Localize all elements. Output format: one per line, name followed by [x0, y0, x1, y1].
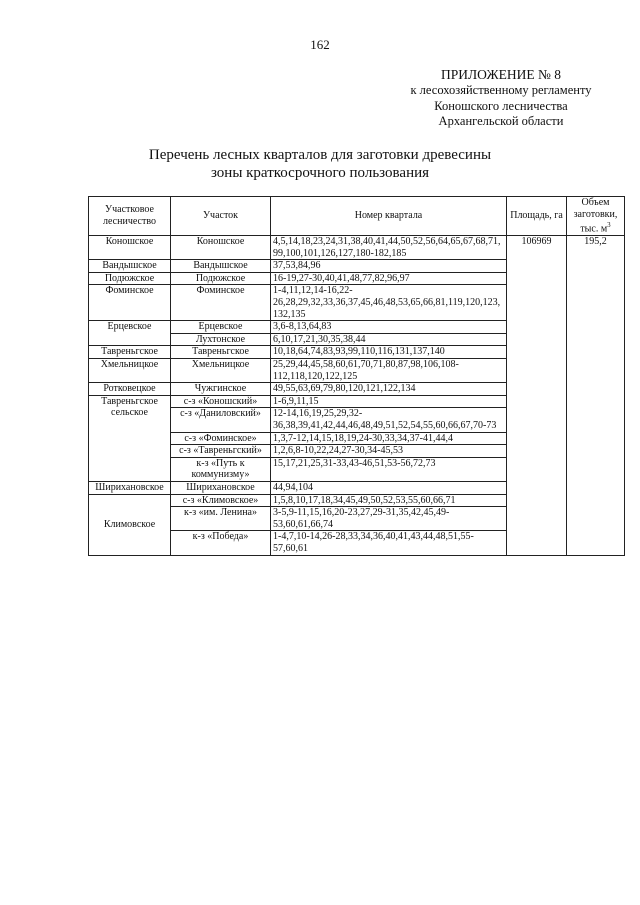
cell-quarters: 44,94,104 [271, 481, 507, 494]
cell-forestry: Подюжское [89, 272, 171, 285]
header-area: Площадь, га [507, 197, 567, 236]
cell-section: Вандышское [171, 260, 271, 273]
cell-forestry: Хмельницкое [89, 359, 171, 383]
header-volume-sup: 3 [607, 221, 611, 230]
cell-quarters: 1-4,11,12,14-16,22-26,28,29,32,33,36,37,45,46,48,53,65,66,81,119,120,123,132,135 [271, 285, 507, 321]
cell-section: Ерцевское [171, 321, 271, 334]
cell-section: к-з «Победа» [171, 531, 271, 555]
cell-section: с-з «Даниловский» [171, 408, 271, 432]
cell-forestry: Ротковецкое [89, 383, 171, 396]
page-number: 162 [310, 37, 330, 52]
cell-forestry: Вандышское [89, 260, 171, 273]
header-section: Участок [171, 197, 271, 236]
cell-quarters: 1,3,7-12,14,15,18,19,24-30,33,34,37-41,44,4 [271, 432, 507, 445]
document-title-line-1: Перечень лесных кварталов для заготовки древесины [148, 147, 492, 163]
cell-quarters: 10,18,64,74,83,93,99,110,116,131,137,140 [271, 346, 507, 359]
quarters-table [88, 196, 625, 556]
cell-section: Ширихановское [171, 481, 271, 494]
cell-section: Лухтонское [171, 333, 271, 346]
cell-quarters: 4,5,14,18,23,24,31,38,40,41,44,50,52,56,64,65,67,68,71,99,100,101,126,127,180-182,185 [271, 236, 507, 260]
cell-quarters: 3-5,9-11,15,16,20-23,27,29-31,35,42,45,49-53,60,61,66,74 [271, 507, 507, 531]
table-row [89, 236, 625, 260]
cell-forestry: Климовское [89, 494, 171, 555]
cell-forestry: Ерцевское [89, 321, 171, 346]
cell-section: Хмельницкое [171, 359, 271, 383]
cell-section: с-з «Климовское» [171, 494, 271, 507]
cell-section: Фоминское [171, 285, 271, 321]
cell-forestry: Тавреньгское сельское [89, 395, 171, 481]
cell-quarters: 12-14,16,19,25,29,32-36,38,39,41,42,44,46,48,49,51,52,54,55,60,66,67,70-73 [271, 408, 507, 432]
appendix-header [392, 67, 610, 130]
cell-section: с-з «Фоминское» [171, 432, 271, 445]
cell-section: к-з «им. Ленина» [171, 507, 271, 531]
cell-forestry: Фоминское [89, 285, 171, 321]
cell-section: Тавреньгское [171, 346, 271, 359]
header-forestry: Участковое лесничество [89, 197, 171, 236]
cell-quarters: 49,55,63,69,79,80,120,121,122,134 [271, 383, 507, 396]
header-volume-text: Объем заготовки, тыс. м [573, 197, 618, 235]
cell-section: Чужгинское [171, 383, 271, 396]
appendix-line-3: Архангельской области [438, 114, 564, 128]
cell-quarters: 6,10,17,21,30,35,38,44 [271, 333, 507, 346]
cell-quarters: 15,17,21,25,31-33,43-46,51,53-56,72,73 [271, 457, 507, 481]
cell-volume: 195,2 [567, 236, 625, 555]
cell-section: с-з «Коношский» [171, 395, 271, 408]
header-quarter-number: Номер квартала [271, 197, 507, 236]
document-title [0, 146, 640, 182]
cell-quarters: 25,29,44,45,58,60,61,70,71,80,87,98,106,108-112,118,120,122,125 [271, 359, 507, 383]
cell-quarters: 3,6-8,13,64,83 [271, 321, 507, 334]
cell-quarters: 1-4,7,10-14,26-28,33,34,36,40,41,43,44,48,51,55-57,60,61 [271, 531, 507, 555]
cell-section: к-з «Путь к коммунизму» [171, 457, 271, 481]
cell-quarters: 37,53,84,96 [271, 260, 507, 273]
header-volume [567, 197, 625, 236]
appendix-line-2: Коношского лесничества [434, 98, 568, 113]
document-title-line-2: зоны краткосрочного пользования [210, 165, 430, 181]
appendix-title: ПРИЛОЖЕНИЕ № 8 [440, 67, 562, 82]
cell-section: с-з «Тавреньгский» [171, 445, 271, 458]
cell-area: 106969 [507, 236, 567, 555]
cell-section: Коношское [171, 236, 271, 260]
table-header-row [89, 197, 625, 236]
cell-forestry: Коношское [89, 236, 171, 260]
cell-quarters: 1,5,8,10,17,18,34,45,49,50,52,53,55,60,66,71 [271, 494, 507, 507]
cell-section: Подюжское [171, 272, 271, 285]
cell-forestry: Ширихановское [89, 481, 171, 494]
appendix-line-1: к лесохозяйственному регламенту [410, 83, 592, 97]
cell-quarters: 16-19,27-30,40,41,48,77,82,96,97 [271, 272, 507, 285]
cell-quarters: 1-6,9,11,15 [271, 395, 507, 408]
cell-forestry: Тавреньгское [89, 346, 171, 359]
cell-quarters: 1,2,6,8-10,22,24,27-30,34-45,53 [271, 445, 507, 458]
